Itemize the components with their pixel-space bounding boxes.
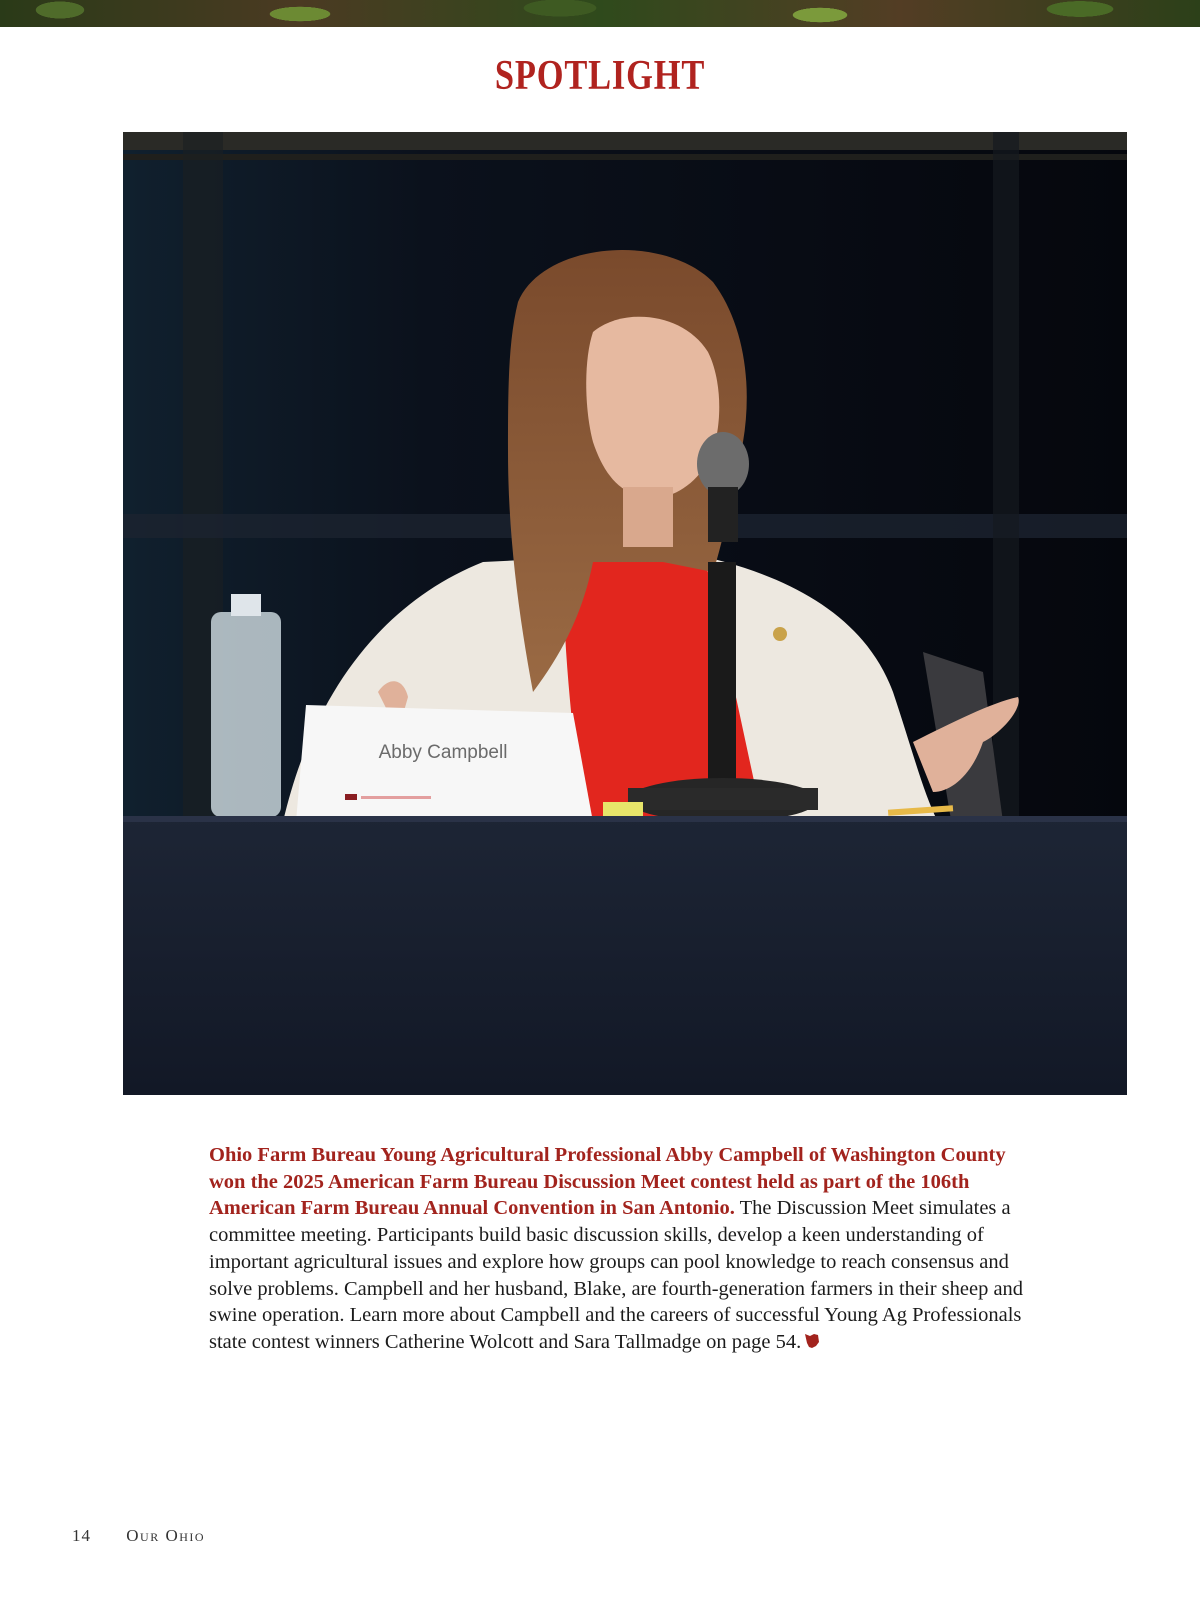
section-title: SPOTLIGHT bbox=[494, 53, 706, 99]
caption-body: The Discussion Meet simulates a committee meeting. Participants build basic discussion skills, develop a keen understanding of important agricultural issues and explore how groups can pool knowledge to reach consensus and solve problems. Campbell and her husband, Blake, are fourth-generation farmers in their sheep and swine operation. Learn more about Campbell and the careers of successful Young Ag Professionals state contest winners Catherine Wolcott and Sara Tallmadge on page 54. bbox=[209, 1197, 1024, 1353]
top-foliage-banner bbox=[0, 0, 1200, 27]
ohio-state-icon bbox=[805, 1330, 819, 1357]
feature-photo bbox=[123, 132, 1127, 1095]
photo-caption bbox=[209, 1142, 1039, 1357]
page-number: 14 bbox=[72, 1526, 91, 1545]
page-footer bbox=[72, 1526, 205, 1546]
caption-lead: Ohio Farm Bureau Young Agricultural Professional Abby Campbell of Washington County won the 2025 American Farm Bureau Discussion Meet contest held as part of the 106th American Farm Bureau Annual Convention in San Antonio. bbox=[209, 1144, 1006, 1220]
publication-name: Our Ohio bbox=[126, 1526, 206, 1545]
nameplate-text: Abby Campbell bbox=[378, 742, 508, 763]
